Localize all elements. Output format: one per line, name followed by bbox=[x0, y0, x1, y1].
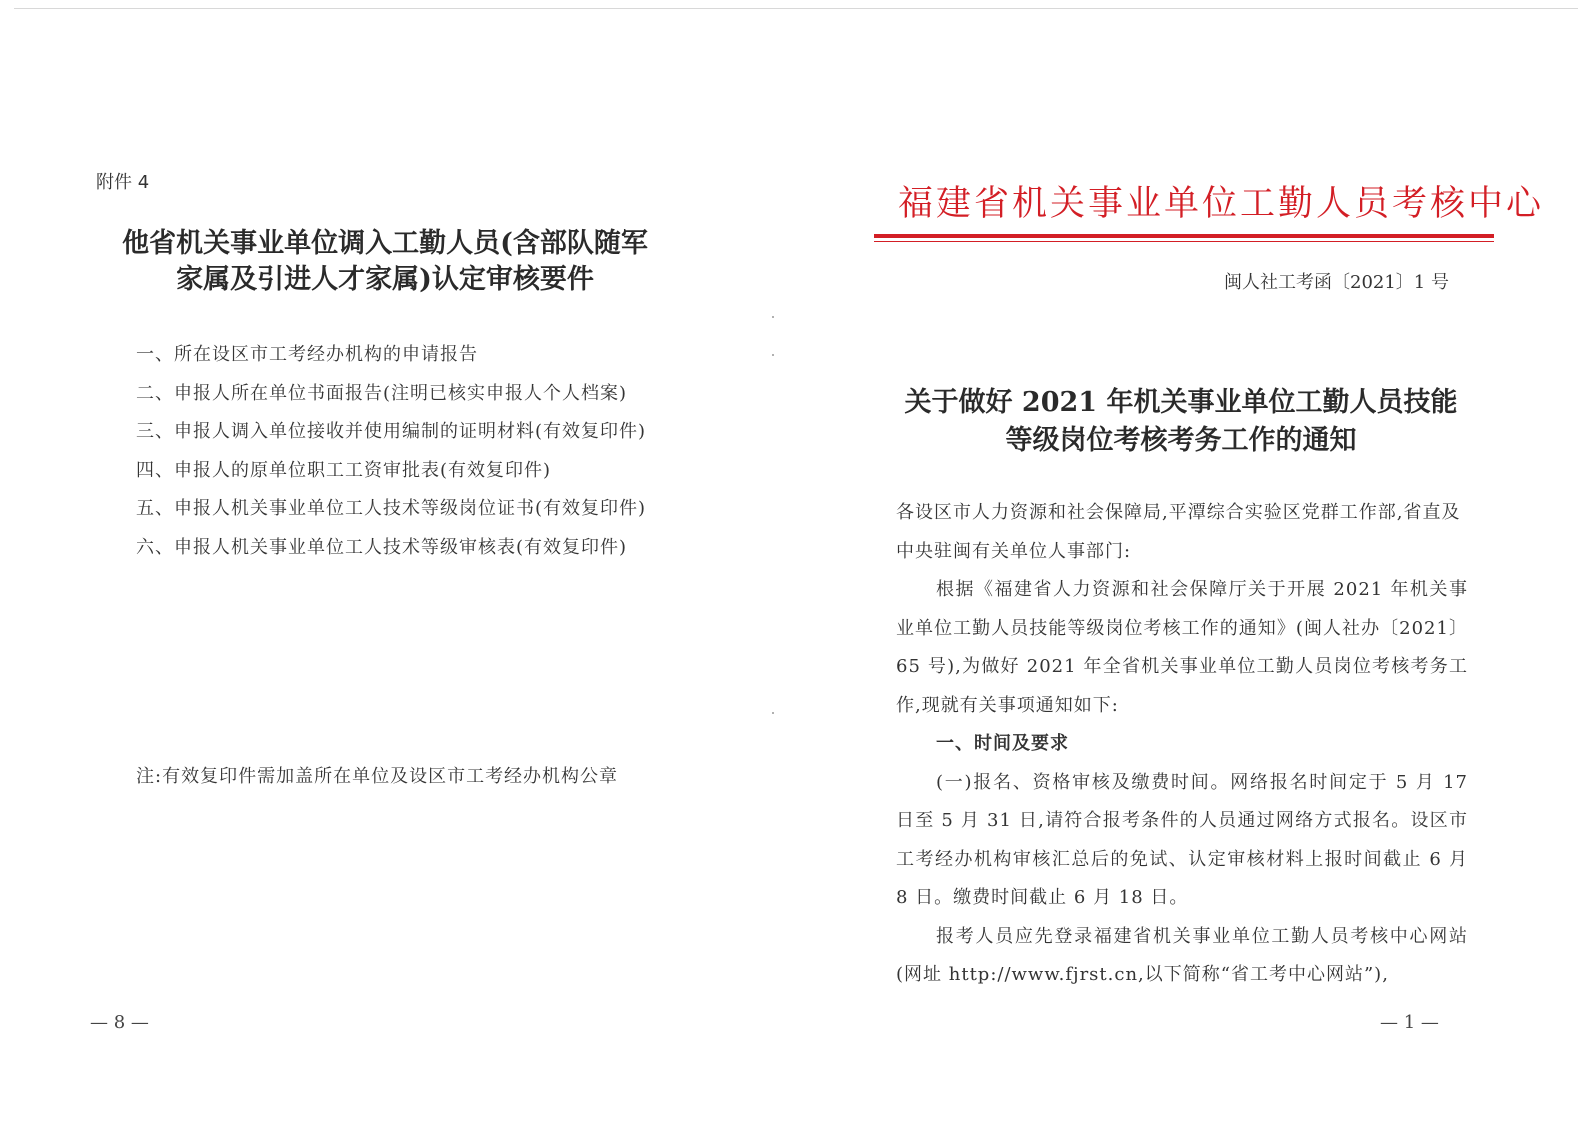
left-title-line: 他省机关事业单位调入工勤人员(含部队随军 bbox=[122, 228, 648, 259]
requirement-item: 一、所在设区市工考经办机构的申请报告 bbox=[136, 344, 478, 365]
requirements-list bbox=[96, 336, 671, 567]
notice-title-line: 关于做好 2021 年机关事业单位工勤人员技能 bbox=[904, 387, 1458, 418]
page-number-left: — 8 — bbox=[90, 1012, 149, 1033]
scan-speck bbox=[772, 712, 774, 714]
notice-body bbox=[896, 494, 1468, 995]
notice-title bbox=[892, 384, 1470, 460]
red-divider-thick bbox=[874, 234, 1494, 238]
left-page-title bbox=[90, 226, 680, 298]
body-paragraph: 报考人员应先登录福建省机关事业单位工勤人员考核中心网站(网址 http://www.fjrst.cn,以下简称“省工考中心网站”), bbox=[896, 925, 1468, 985]
note-text: 注:有效复印件需加盖所在单位及设区市工考经办机构公章 bbox=[136, 766, 619, 787]
document-number: 闽人社工考函〔2021〕1 号 bbox=[1224, 272, 1449, 293]
scan-speck bbox=[772, 354, 774, 356]
requirement-item: 六、申报人机关事业单位工人技术等级审核表(有效复印件) bbox=[136, 536, 628, 558]
red-divider-thin bbox=[874, 241, 1494, 242]
salutation: 各设区市人力资源和社会保障局,平潭综合实验区党群工作部,省直及中央驻闽有关单位人事部门: bbox=[896, 502, 1461, 562]
body-paragraph: (一)报名、资格审核及缴费时间。网络报名时间定于 5 月 17 日至 5 月 31 日,请符合报考条件的人员通过网络方式报名。设区市工考经办机构审核汇总后的免试、认定审核材料上报时间截止 6 月 8 日。缴费时间截止 6 月 18 日。 bbox=[896, 771, 1468, 908]
scan-speck bbox=[772, 316, 774, 318]
requirement-item: 二、申报人所在单位书面报告(注明已核实申报人个人档案) bbox=[136, 382, 628, 404]
requirement-item: 五、申报人机关事业单位工人技术等级岗位证书(有效复印件) bbox=[136, 498, 647, 519]
requirement-item: 三、申报人调入单位接收并使用编制的证明材料(有效复印件) bbox=[136, 421, 647, 442]
attachment-label: 附件 4 bbox=[96, 172, 150, 193]
requirement-item: 四、申报人的原单位职工工资审批表(有效复印件) bbox=[136, 459, 552, 481]
page-number-right: — 1 — bbox=[1380, 1012, 1439, 1033]
notice-title-line: 等级岗位考核考务工作的通知 bbox=[1005, 425, 1357, 456]
body-paragraph: 根据《福建省人力资源和社会保障厅关于开展 2021 年机关事业单位工勤人员技能等级岗位考核工作的通知》(闽人社办〔2021〕65 号),为做好 2021 年全省机关事业单位工勤人员岗位考核考务工作,现就有关事项通知如下: bbox=[896, 579, 1469, 716]
org-header: 福建省机关事业单位工勤人员考核中心 bbox=[898, 184, 1545, 224]
left-title-line: 家属及引进人才家属)认定审核要件 bbox=[176, 264, 594, 295]
section-heading: 一、时间及要求 bbox=[936, 733, 1069, 754]
